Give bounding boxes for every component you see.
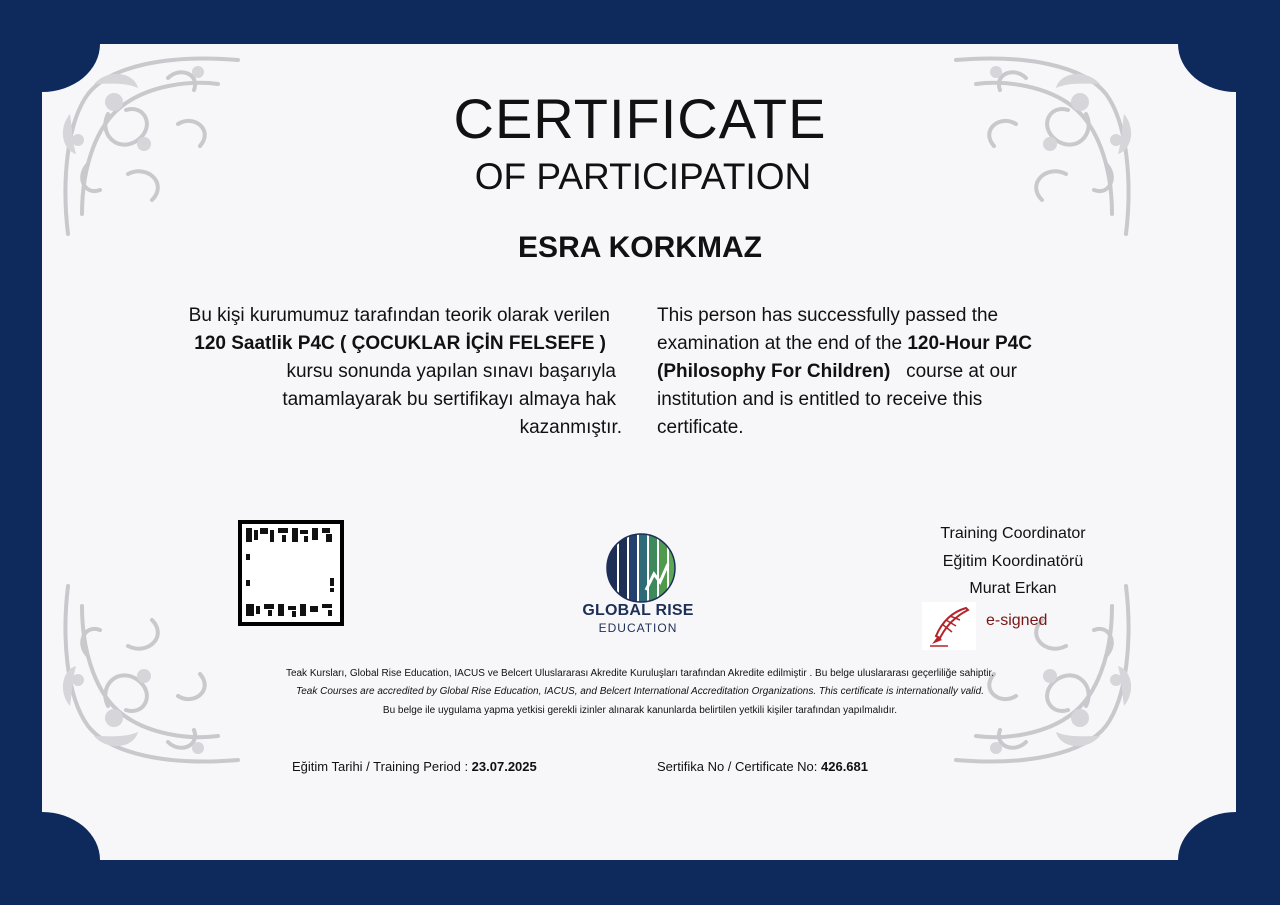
recipient-name: ESRA KORKMAZ	[518, 231, 762, 264]
turkish-statement	[140, 302, 622, 442]
en-course-name: (Philosophy For Children)	[657, 361, 891, 382]
certificate-number-label: Sertifika No / Certificate No:	[657, 759, 821, 774]
accreditation-text-tr: Teak Kursları, Global Rise Education, IACUS ve Belcert Uluslararası Akredite Kuruluşları tarafından Akredite edilmiştir . Bu belge uluslararası geçerliliğe sahiptir.	[285, 668, 995, 679]
accreditation-text-en: Teak Courses are accredited by Global Rise Education, IACUS, and Belcert International Accreditation Organizations. This certificate is internationally valid.	[296, 686, 984, 697]
en-line-3-text: course at our	[890, 361, 1018, 382]
certificate-subtitle: OF PARTICIPATION	[474, 156, 812, 197]
en-course-hours: 120-Hour P4C	[907, 333, 1032, 354]
en-line-4: institution and is entitled to receive this	[657, 389, 983, 410]
verification-qr-code[interactable]	[238, 520, 344, 626]
tr-line-2: 120 Saatlik P4C ( ÇOCUKLAR İÇİN FELSEFE )	[194, 333, 606, 354]
training-period-label: Eğitim Tarihi / Training Period :	[292, 759, 472, 774]
global-rise-logo	[574, 528, 702, 640]
coordinator-title-tr: Eğitim Koordinatörü	[942, 552, 1084, 570]
coordinator-name: Murat Erkan	[969, 580, 1057, 597]
en-line-1: This person has successfully passed the	[657, 305, 999, 326]
en-line-2-text: examination at the end of the	[657, 333, 908, 354]
coordinator-title-en: Training Coordinator	[940, 525, 1086, 542]
tr-line-4: tamamlayarak bu sertifikayı almaya hak	[282, 389, 616, 410]
authorization-notice: Bu belge ile uygulama yapma yetkisi gerekli izinler alınarak kanunlarda belirtilen yetkili kişiler tarafından yapılmalıdır.	[382, 705, 898, 716]
tr-line-1: Bu kişi kurumumuz tarafından teorik olarak verilen	[188, 305, 610, 326]
logo-tagline: EDUCATION	[598, 621, 678, 635]
quill-pen-icon	[922, 602, 976, 650]
en-line-2	[657, 330, 1097, 358]
certificate-number-value: 426.681	[821, 759, 868, 774]
training-period-value: 23.07.2025	[471, 759, 537, 774]
training-period	[292, 759, 537, 774]
logo-name: GLOBAL RISE	[582, 602, 694, 619]
en-line-3	[657, 358, 1097, 386]
globe-logo-icon	[602, 532, 680, 604]
en-line-5: certificate.	[657, 417, 744, 438]
tr-line-3: kursu sonunda yapılan sınavı başarıyla	[286, 361, 616, 382]
certificate-title: CERTIFICATE	[453, 87, 827, 150]
certificate-number	[657, 759, 868, 774]
tr-line-5: kazanmıştır.	[519, 417, 622, 438]
english-statement	[657, 302, 1097, 442]
e-signed-label: e-signed	[986, 612, 1048, 629]
coordinator-block	[920, 520, 1106, 603]
